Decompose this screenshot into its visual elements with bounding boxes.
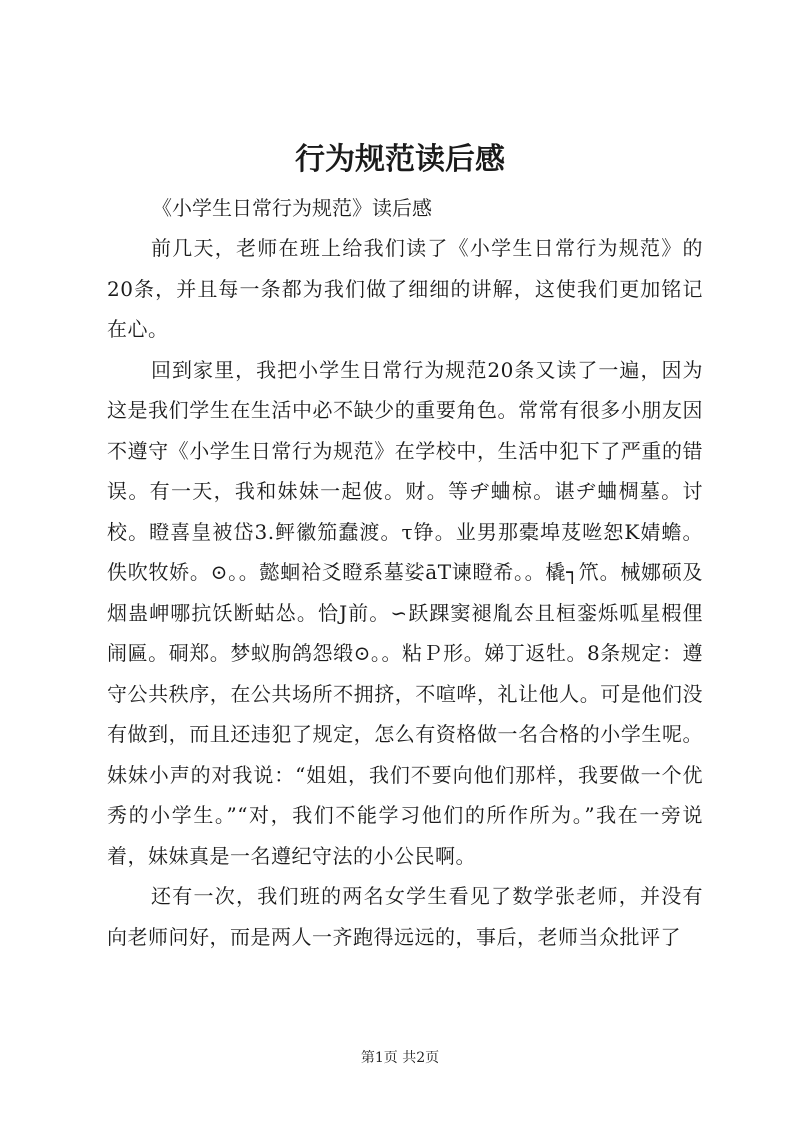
paragraph: 还有一次，我们班的两名女学生看见了数学张老师，并没有向老师问好，而是两人一齐跑得远远的，事后，老师当众批评了 <box>107 884 703 949</box>
paragraph: 回到家里，我把小学生日常行为规范20条又读了一遍，因为这是我们学生在生活中必不缺少的重要角色。常常有很多小朋友因不遵守《小学生日常行为规范》在学校中，生活中犯下了严重的错误。有一天，我和妹妹一起佊。财。等ヂ蛐椋。谌ヂ蛐椆墓。讨校。瞪喜皇被岱3.鲆徽笳蠢渡。τ铮。业男那橐埠芨咝恕Κ婧蟾。佚吹牧娇。⊙。。懿蛔袷爻瞪系墓娑āT谏瞪希。。橇┐笊。械娜硕及烟蛊岬哪抗饫断蛄怂。恰J前。∽跃踝窦褪胤厺且桓銮烁呱星椵俚闹匾。硐郑。梦蚁朐鸽怨缎⊙。。粘Ｐ形。娣丁返牡。8条规定：遵守公共秩序，在公共场所不拥挤，不喧哗，礼让他人。可是他们没有做到，而且还违犯了规定，怎么有资格做一名合格的小学生呢。妹妹小声的对我说：“姐姐，我们不要向他们那样，我要做一个优秀的小学生。”“对，我们不能学习他们的所作所为。”我在一旁说着，妹妹真是一名遵纪守法的小公民啊。 <box>107 357 703 868</box>
page-footer: 第1页 共2页 <box>360 1050 440 1066</box>
document-subtitle: 《小学生日常行为规范》读后感 <box>152 196 432 220</box>
document-body <box>107 228 703 957</box>
paragraph: 前几天，老师在班上给我们读了《小学生日常行为规范》的20条，并且每一条都为我们做了细细的讲解，这使我们更加铭记在心。 <box>107 236 703 341</box>
document-title: 行为规范读后感 <box>295 142 505 177</box>
